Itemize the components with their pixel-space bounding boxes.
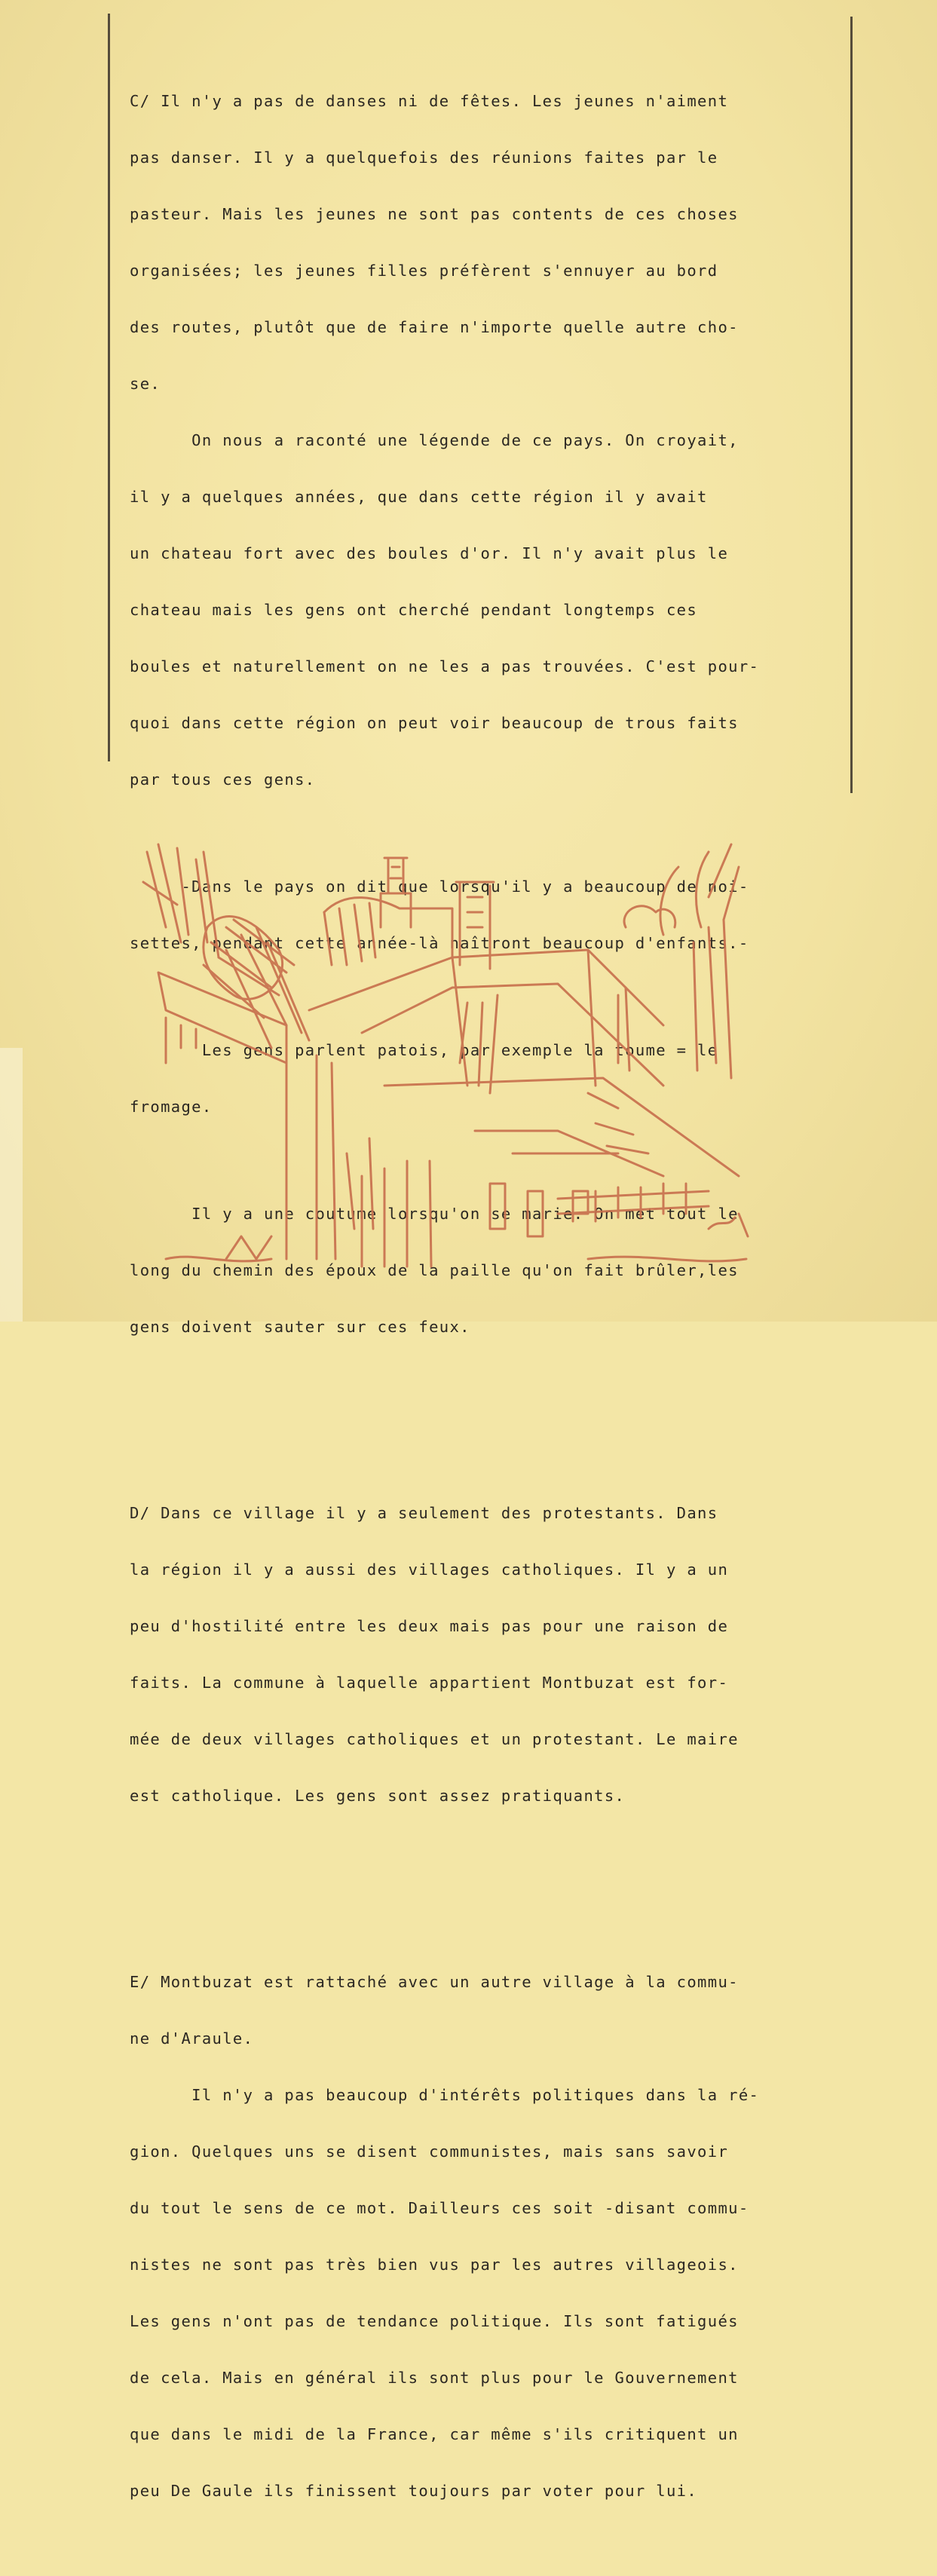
text-line: Il y a une coutume lorsqu'on se marie. On met tout le (130, 1205, 739, 1223)
text-line: peu d'hostilité entre les deux mais pas pour une raison de (130, 1617, 729, 1635)
text-line: Les gens n'ont pas de tendance politique. Ils sont fatigués (130, 2312, 739, 2330)
text-line: un chateau fort avec des boules d'or. Il n'y avait plus le (130, 544, 729, 562)
text-line: du tout le sens de ce mot. Dailleurs ces soit -disant commu- (130, 2199, 749, 2217)
text-line: E/ Montbuzat est rattaché avec un autre village à la commu- (130, 1973, 739, 1991)
text-line: la région il y a aussi des villages catholiques. Il y a un (130, 1561, 729, 1579)
text-line: faits. La commune à laquelle appartient Montbuzat est for- (130, 1674, 729, 1692)
text-line: settes, pendant cette année-là naîtront beaucoup d'enfants.- (130, 934, 749, 952)
left-margin-rule (108, 14, 110, 761)
text-line: organisées; les jeunes filles préfèrent s'ennuyer au bord (130, 262, 718, 280)
section-e (130, 1935, 853, 2538)
text-line: que dans le midi de la France, car même s'ils critiquent un (130, 2425, 739, 2443)
text-line: chateau mais les gens ont cherché pendant longtemps ces (130, 601, 698, 619)
text-line: Les gens parlent patois, par exemple la toume = le (130, 1041, 718, 1059)
text-line: ne d'Araule. (130, 2029, 254, 2048)
text-line: pas danser. Il y a quelquefois des réunions faites par le (130, 149, 718, 167)
text-line: quoi dans cette région on peut voir beaucoup de trous faits (130, 714, 739, 732)
text-line: long du chemin des époux de la paille qu'on fait brûler,les (130, 1261, 739, 1279)
text-line: par tous ces gens. (130, 770, 316, 789)
section-d (130, 1466, 853, 1843)
typed-text-block (130, 17, 853, 2576)
text-line: C/ Il n'y a pas de danses ni de fêtes. Les jeunes n'aiment (130, 92, 729, 110)
text-line: On nous a raconté une légende de ce pays. On croyait, (130, 431, 739, 449)
text-line: pasteur. Mais les jeunes ne sont pas contents de ces choses (130, 205, 739, 223)
text-line: gens doivent sauter sur ces feux. (130, 1318, 470, 1336)
text-line: est catholique. Les gens sont assez pratiquants. (130, 1787, 626, 1805)
text-line: se. (130, 375, 161, 393)
text-line: D/ Dans ce village il y a seulement des protestants. Dans (130, 1504, 718, 1522)
torn-edge (0, 1048, 23, 1322)
text-line: fromage. (130, 1098, 213, 1116)
text-line: -Dans le pays on dit que lorsqu'il y a beaucoup de noi- (130, 878, 749, 896)
text-line: nistes ne sont pas très bien vus par les autres villageois. (130, 2256, 739, 2274)
text-line: boules et naturellement on ne les a pas trouvées. C'est pour- (130, 657, 760, 675)
text-line: il y a quelques années, que dans cette région il y avait (130, 488, 708, 506)
text-line: Il n'y a pas beaucoup d'intérêts politiques dans la ré- (130, 2086, 760, 2104)
text-line: mée de deux villages catholiques et un protestant. Le maire (130, 1730, 739, 1748)
text-line: gion. Quelques uns se disent communistes, mais sans savoir (130, 2143, 729, 2161)
text-line: de cela. Mais en général ils sont plus pour le Gouvernement (130, 2369, 739, 2387)
text-line: des routes, plutôt que de faire n'importe quelle autre cho- (130, 318, 739, 336)
village-house-sketch-icon (136, 837, 784, 1282)
text-line: peu De Gaule ils finissent toujours par voter pour lui. (130, 2482, 698, 2500)
